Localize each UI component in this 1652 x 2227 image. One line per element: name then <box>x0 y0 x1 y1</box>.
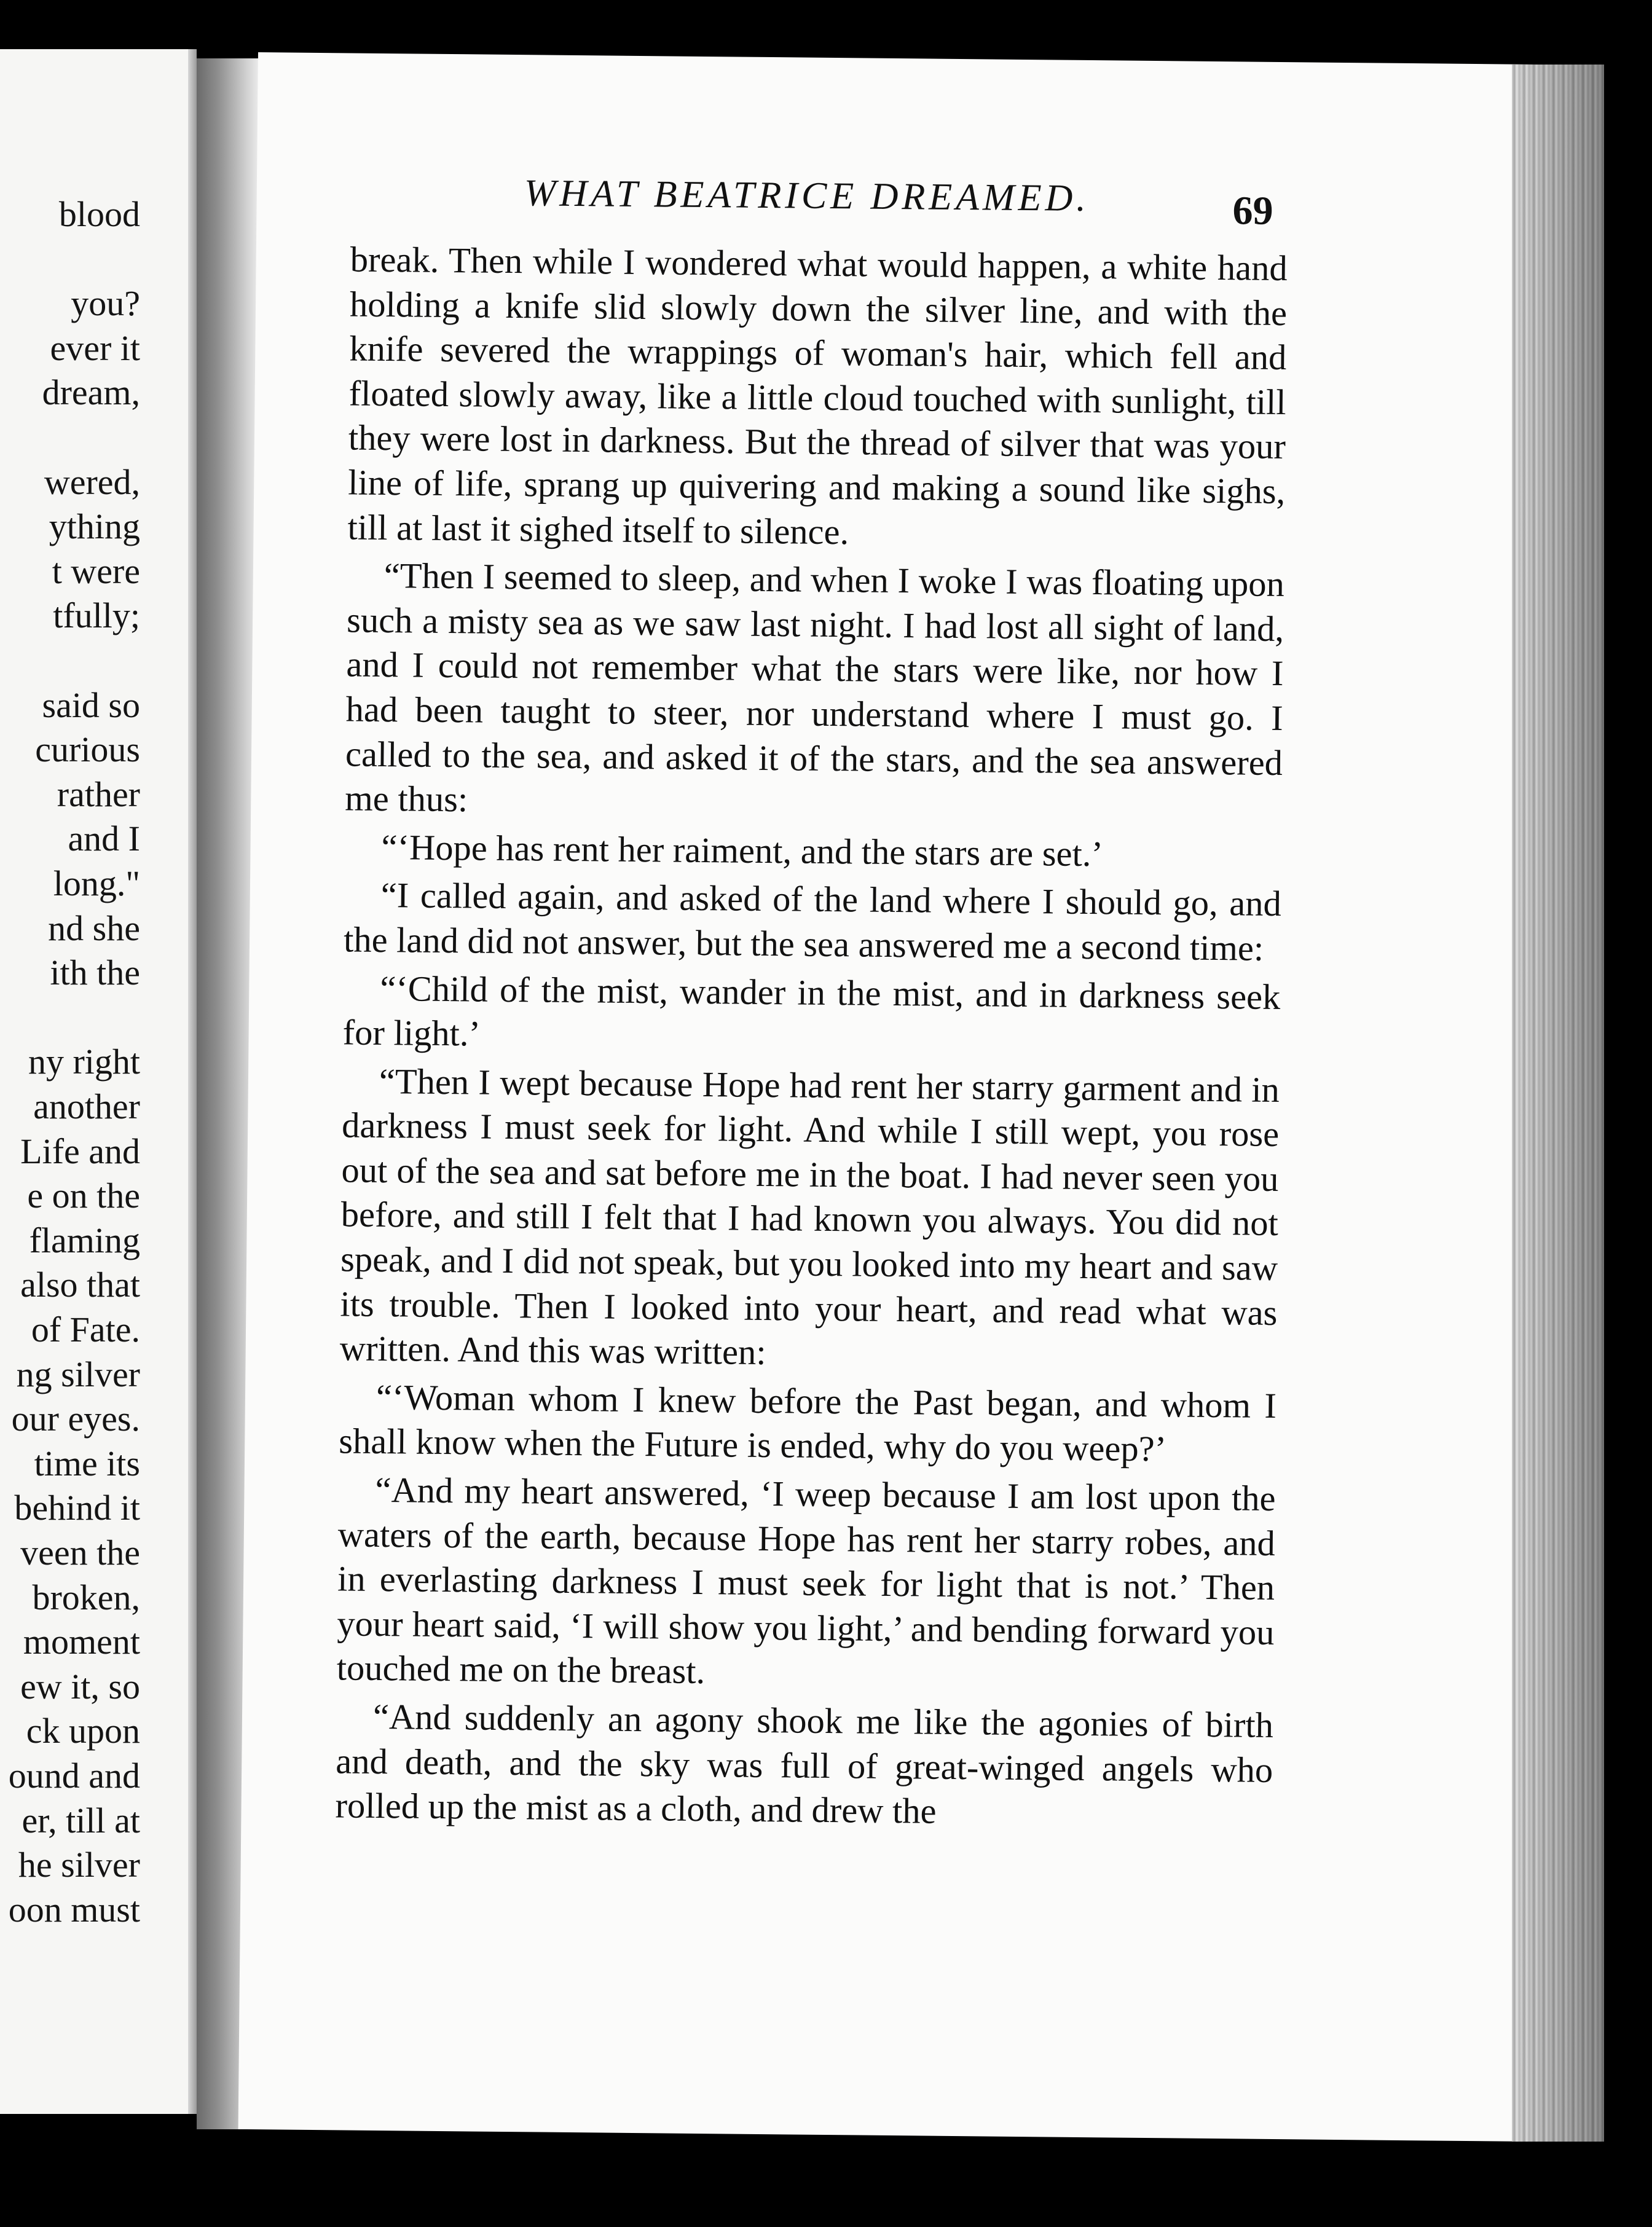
left-page-edge <box>188 49 197 2114</box>
scan-speck <box>1269 9 1283 22</box>
left-page-line: said so <box>42 685 140 725</box>
paragraph: “And my heart answered, ‘I weep because I am lost upon the waters of the earth, because Hope has rent her starry robes, and in everlasting darkness I must seek for light that is not.’ Then your heart said, ‘I will show you light,’ and bending forward you touched me on the breast. <box>336 1469 1276 1692</box>
left-page-line: Life and <box>20 1131 140 1171</box>
left-page-line: veen the <box>20 1533 140 1573</box>
left-page <box>0 49 197 2114</box>
right-page <box>238 52 1536 2142</box>
left-page-line: ck upon <box>26 1711 140 1751</box>
paragraph: “Then I seemed to sleep, and when I woke I was floating upon such a misty sea as we saw last night. I had lost all sight of land, and I could not remember what the stars were like, nor how I had been taught to steer, nor understand where I must go. I called to the sea, and asked it of the stars, and the sea answered me thus: <box>345 556 1285 820</box>
left-page-line: curious <box>35 729 140 770</box>
left-page-line: dream, <box>42 372 140 413</box>
left-page-line: our eyes. <box>11 1399 140 1439</box>
page-number: 69 <box>1232 188 1273 234</box>
left-page-line: you? <box>71 283 140 324</box>
left-page-line: e on the <box>27 1176 140 1216</box>
left-page-line: oon must <box>8 1889 140 1930</box>
paragraph: “‘Woman whom I knew before the Past began, and whom I shall know when the Future is ended, why do you weep?’ <box>338 1377 1277 1469</box>
paragraph: “And suddenly an agony shook me like the agonies of birth and death, and the sky was full of great-winged angels who rolled up the mist as a cloth, and drew the <box>335 1696 1274 1831</box>
left-page-line: ew it, so <box>20 1666 140 1707</box>
running-head: WHAT BEATRICE DREAMED. <box>524 172 1090 219</box>
page-edges-shade <box>1512 65 1604 2142</box>
left-page-line: er, till at <box>22 1800 140 1840</box>
left-page-line: flaming <box>29 1220 140 1260</box>
left-page-line: time its <box>34 1443 140 1483</box>
left-page-line: another <box>33 1086 140 1126</box>
left-page-line: tfully; <box>53 595 140 636</box>
left-page-line: and I <box>68 819 140 859</box>
paragraph: “‘Child of the mist, wander in the mist, and in darkness seek for light.’ <box>342 968 1281 1054</box>
left-page-line: t were <box>52 551 140 591</box>
left-page-line: wered, <box>44 462 140 502</box>
left-page-line: ng silver <box>16 1354 140 1394</box>
paragraph: break. Then while I wondered what would happen, a white hand holding a knife slid slowly down the silver line, and with the knife severed the wrappings of woman's hair, which fell and floated slowly away, like a little cloud touched with sunlight, till they were lost in darkness. But the thread of silver that was your line of life, sprang up quivering and making a sound like sighs, till at last it sighed itself to silence. <box>347 239 1288 552</box>
left-page-line: moment <box>23 1622 140 1662</box>
left-page-line: nd she <box>48 908 140 948</box>
left-page-line: rather <box>57 774 140 814</box>
left-page-line: ny right <box>28 1042 140 1082</box>
paragraph: “‘Hope has rent her raiment, and the stars are set.’ <box>381 827 1104 874</box>
left-page-line: ound and <box>8 1756 140 1796</box>
left-page-line: behind it <box>14 1488 140 1528</box>
page-body <box>335 237 1288 1837</box>
left-page-line: long." <box>53 863 140 903</box>
left-page-line: ever it <box>50 328 140 368</box>
paragraph: “Then I wept because Hope had rent her starry garment and in darkness I must seek for light. And while I still wept, you rose out of the sea and sat before me in the boat. I had never seen you before, and still I felt that I had known you always. You did not speak, and I did not speak, but you looked into my heart and saw its trouble. Then I looked into your heart, and read what was written. And this was written: <box>339 1061 1280 1373</box>
left-page-line: blood <box>58 194 140 234</box>
left-page-line: he silver <box>18 1845 140 1885</box>
page-block-edges <box>1512 65 1604 2142</box>
left-page-line: ything <box>49 506 140 547</box>
left-page-line: also that <box>20 1265 140 1305</box>
left-page-line: ith the <box>50 952 140 993</box>
paragraph: “I called again, and asked of the land where I should go, and the land did not answer, but the sea answered me a second time: <box>343 875 1282 968</box>
left-page-line: broken, <box>32 1577 140 1617</box>
left-page-line: of Fate. <box>31 1310 140 1349</box>
